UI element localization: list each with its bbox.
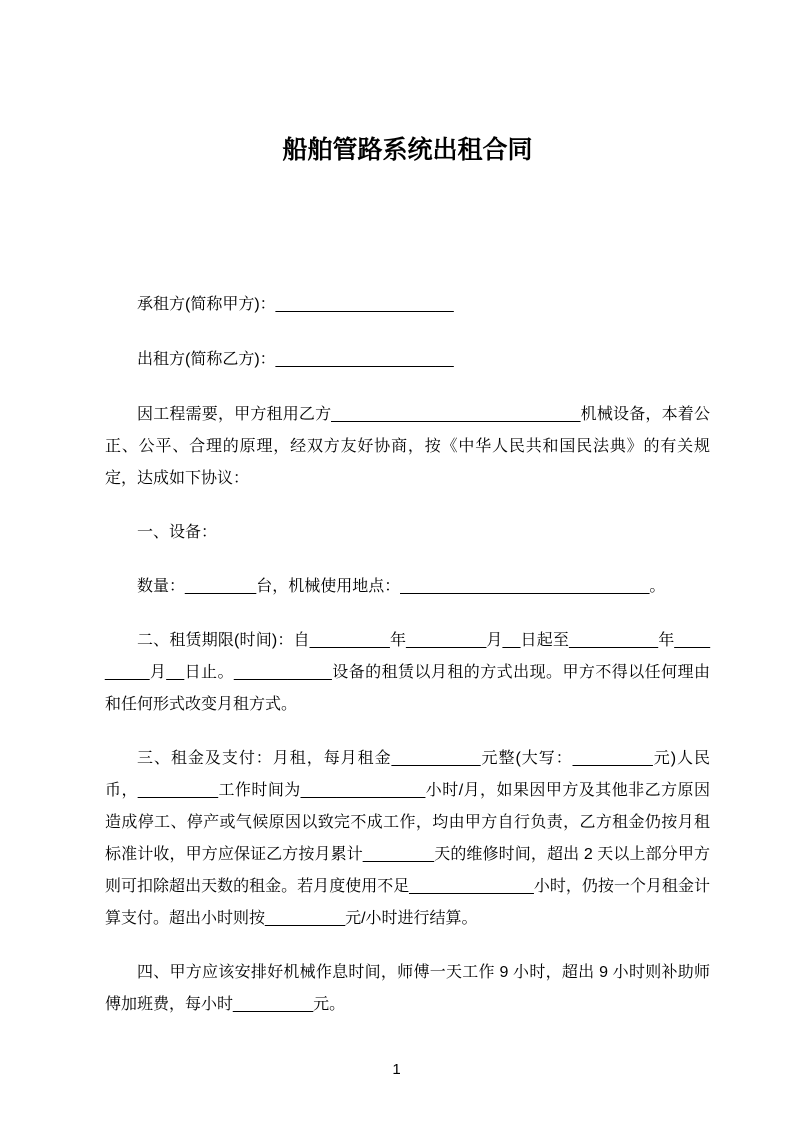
section-3-rent-payment-paragraph: 三、租金及支付：月租，每月租金__________元整(大写：_________元)人民币，_________工作时间为______________小时/月，如果因甲方及其他非乙方原因造成停工、停产或气候原因以致完不成工作，均由甲方自行负责，乙方租金仍按月租标准计收，甲方应保证乙方按月累计________天的维修时间，超出 2 天以上部分甲方则可扣除超出天数的租金。若月度使用不足______________小时，仍按一个月租金计算支付。超出小时则按_________元/小时进行结算。 (105, 750, 710, 927)
quantity-and-location-line: 数量：________台，机械使用地点：____________________________。 (137, 578, 666, 595)
contract-title: 船舶管路系统出租合同 (282, 136, 533, 164)
intro-paragraph: 因工程需要，甲方租用乙方____________________________机械设备，本着公正、公平、合理的原理，经双方友好协商，按《中华人民共和国民法典》的有关规定，达成如下协议： (105, 406, 710, 487)
lessee-party-line: 承租方(简称甲方)：____________________ (137, 296, 454, 313)
section-4-work-schedule-paragraph: 四、甲方应该安排好机械作息时间，师傅一天工作 9 小时，超出 9 小时则补助师傅加班费，每小时_________元。 (105, 964, 710, 1013)
lessor-party-line: 出租方(简称乙方)：____________________ (137, 351, 454, 368)
page-footer (0, 1062, 793, 1077)
page-number: 1 (392, 1061, 401, 1078)
section-1-heading: 一、设备： (137, 524, 218, 541)
section-2-lease-term-paragraph: 二、租赁期限(时间)：自_________年_________月__日起至__________年_________月__日止。___________设备的租赁以月租的方式出现。甲方不得以任何理由和任何形式改变月租方式。 (105, 632, 710, 713)
